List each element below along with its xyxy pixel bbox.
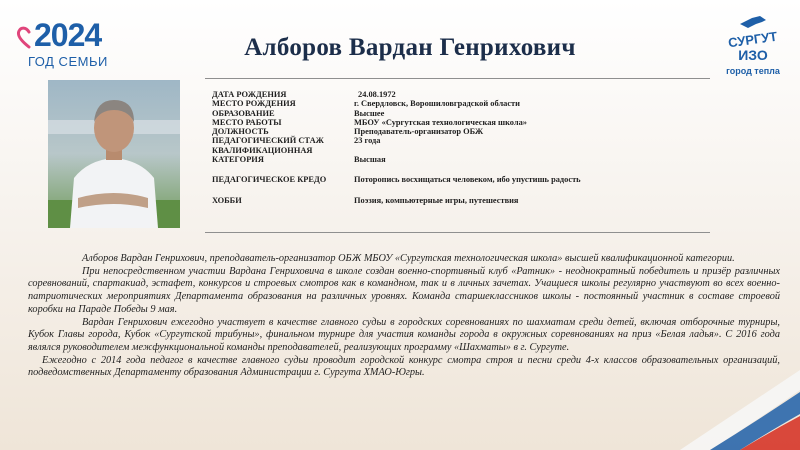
info-value: 23 года bbox=[354, 136, 381, 146]
info-row-hobby bbox=[212, 196, 712, 205]
info-row-category-line1 bbox=[212, 146, 712, 155]
info-value: Поэзия, компьютерные игры, путешествия bbox=[354, 196, 519, 206]
divider-bottom bbox=[205, 232, 710, 233]
info-label: ОБРАЗОВАНИЕ bbox=[212, 108, 275, 118]
info-label: ХОББИ bbox=[212, 196, 242, 206]
info-row-credo bbox=[212, 175, 712, 196]
divider-top bbox=[205, 78, 710, 79]
info-table bbox=[212, 90, 712, 205]
info-value: МБОУ «Сургутская технологическая школа» bbox=[354, 117, 527, 127]
logo-year: 2024 bbox=[34, 17, 102, 53]
info-value: Высшая bbox=[354, 155, 386, 165]
bio-paragraph: При непосредственном участии Вардана Генриховича в школе создан военно-спортивный клуб «Ратник» - неоднократный победитель и призёр различных соревнований, спартакиад, эстафет, конкурсов и строевых смотров как в командном, так и в личных зачетах. Учащиеся школы регулярно участвуют во всех военно-патриотических мероприятиях Департамента образования на различных уровнях. Команда старшеклассников школы - постоянный участник в составе строевой коробки на Параде Победы 9 мая. bbox=[28, 265, 780, 315]
info-label: МЕСТО РОЖДЕНИЯ bbox=[212, 99, 296, 109]
logo-subtitle: ГОД СЕМЬИ bbox=[28, 54, 108, 69]
info-value: Поторопись восхищаться человеком, ибо упустишь радость bbox=[354, 175, 581, 185]
bio-paragraph: Алборов Вардан Генрихович, преподаватель-организатор ОБЖ МБОУ «Сургутская технологическая школа» высшей квалификационной категории. bbox=[82, 253, 735, 264]
info-row-position bbox=[212, 127, 712, 136]
svg-text:ИЗО: ИЗО bbox=[738, 47, 768, 63]
logo-caption: город тепла bbox=[726, 66, 780, 76]
info-label: ДАТА РОЖДЕНИЯ bbox=[212, 90, 287, 99]
portrait-photo bbox=[48, 80, 180, 228]
info-label: ДОЛЖНОСТЬ bbox=[212, 127, 269, 137]
russian-flag-ribbon-icon bbox=[640, 330, 800, 450]
info-value: Высшее bbox=[354, 108, 385, 118]
bio-paragraph: Ежегодно с 2014 года педагог в качестве главного судьи проводит городской конкурс смотра строя и песни среди 4-х классов образовательных организаций, подведомственных Департаменту образования Администрации г. Сургута ХМАО-Югры. bbox=[28, 354, 780, 379]
info-label: ПЕДАГОГИЧЕСКИЙ СТАЖ bbox=[212, 136, 324, 146]
surgut-emblem-icon bbox=[722, 12, 784, 66]
info-label: МЕСТО РАБОТЫ bbox=[212, 117, 282, 127]
svg-text:СУРГУТ: СУРГУТ bbox=[727, 28, 779, 51]
info-label: КВАЛИФИКАЦИОННАЯ bbox=[212, 145, 313, 155]
page-title: Алборов Вардан Генрихович bbox=[244, 34, 576, 61]
info-row-birth-place bbox=[212, 99, 712, 108]
info-label: КАТЕГОРИЯ bbox=[212, 155, 264, 165]
info-row-birth-date bbox=[212, 90, 712, 99]
info-value: г. Свердловск, Ворошиловградской области bbox=[354, 99, 520, 109]
info-row-experience bbox=[212, 136, 712, 145]
info-value: 24.08.1972 bbox=[358, 90, 396, 99]
info-row-education bbox=[212, 109, 712, 118]
year-of-family-logo bbox=[14, 17, 108, 74]
info-label: ПЕДАГОГИЧЕСКОЕ КРЕДО bbox=[212, 175, 327, 185]
surgut-city-logo bbox=[722, 12, 784, 82]
info-row-category bbox=[212, 155, 712, 175]
bio-paragraph: Вардан Генрихович ежегодно участвует в качестве главного судьи в городских соревнованиях по шахматам среди детей, включая отборочные турниры, Кубок Главы города, Кубок «Сургутской трибуны», финальном турнире для участия команды города в окружных соревнованиях на приз «Белая ладья». С 2016 года являлся руководителем межфункциональной команды преподавателей, реализующих программу «Шахматы» в г. Сургуте. bbox=[28, 316, 780, 353]
info-value: Преподаватель-организатор ОБЖ bbox=[354, 127, 484, 137]
info-row-workplace bbox=[212, 118, 712, 127]
